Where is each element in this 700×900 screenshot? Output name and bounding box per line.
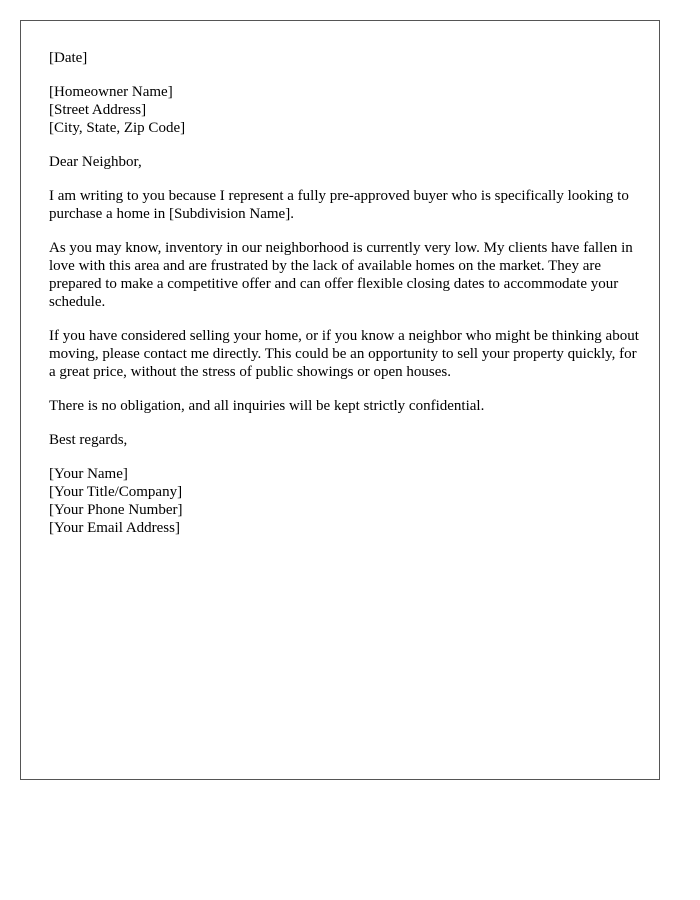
signature-title: [Your Title/Company] [49, 484, 183, 500]
letter-date: [Date] [49, 50, 88, 66]
paragraph-confidential: There is no obligation, and all inquiries will be kept strictly confidential. [49, 398, 485, 414]
salutation: Dear Neighbor, [49, 154, 142, 170]
paragraph-intro: I am writing to you because I represent a fully pre-approved buyer who is specifically looking to purchase a home in [Subdivision Name]. [49, 188, 629, 222]
recipient-name: [Homeowner Name] [49, 84, 173, 100]
date-block [49, 49, 639, 67]
signature-phone: [Your Phone Number] [49, 502, 183, 518]
signature-block [49, 465, 639, 537]
paragraph-contact: If you have considered selling your home, or if you know a neighbor who might be thinking about moving, please contact me directly. This could be an opportunity to sell your property quickly, for a great price, without the stress of public showings or open houses. [49, 328, 639, 380]
signature-email: [Your Email Address] [49, 520, 180, 536]
closing: Best regards, [49, 432, 128, 448]
recipient-street: [Street Address] [49, 102, 147, 118]
letter-body [49, 49, 639, 553]
paragraph-inventory: As you may know, inventory in our neighborhood is currently very low. My clients have fallen in love with this area and are frustrated by the lack of available homes on the market. They are prepared to make a competitive offer and can offer flexible closing dates to accommodate your schedule. [49, 240, 633, 310]
signature-name: [Your Name] [49, 466, 128, 482]
recipient-address [49, 83, 639, 137]
letter-page [20, 20, 660, 780]
recipient-city: [City, State, Zip Code] [49, 120, 186, 136]
